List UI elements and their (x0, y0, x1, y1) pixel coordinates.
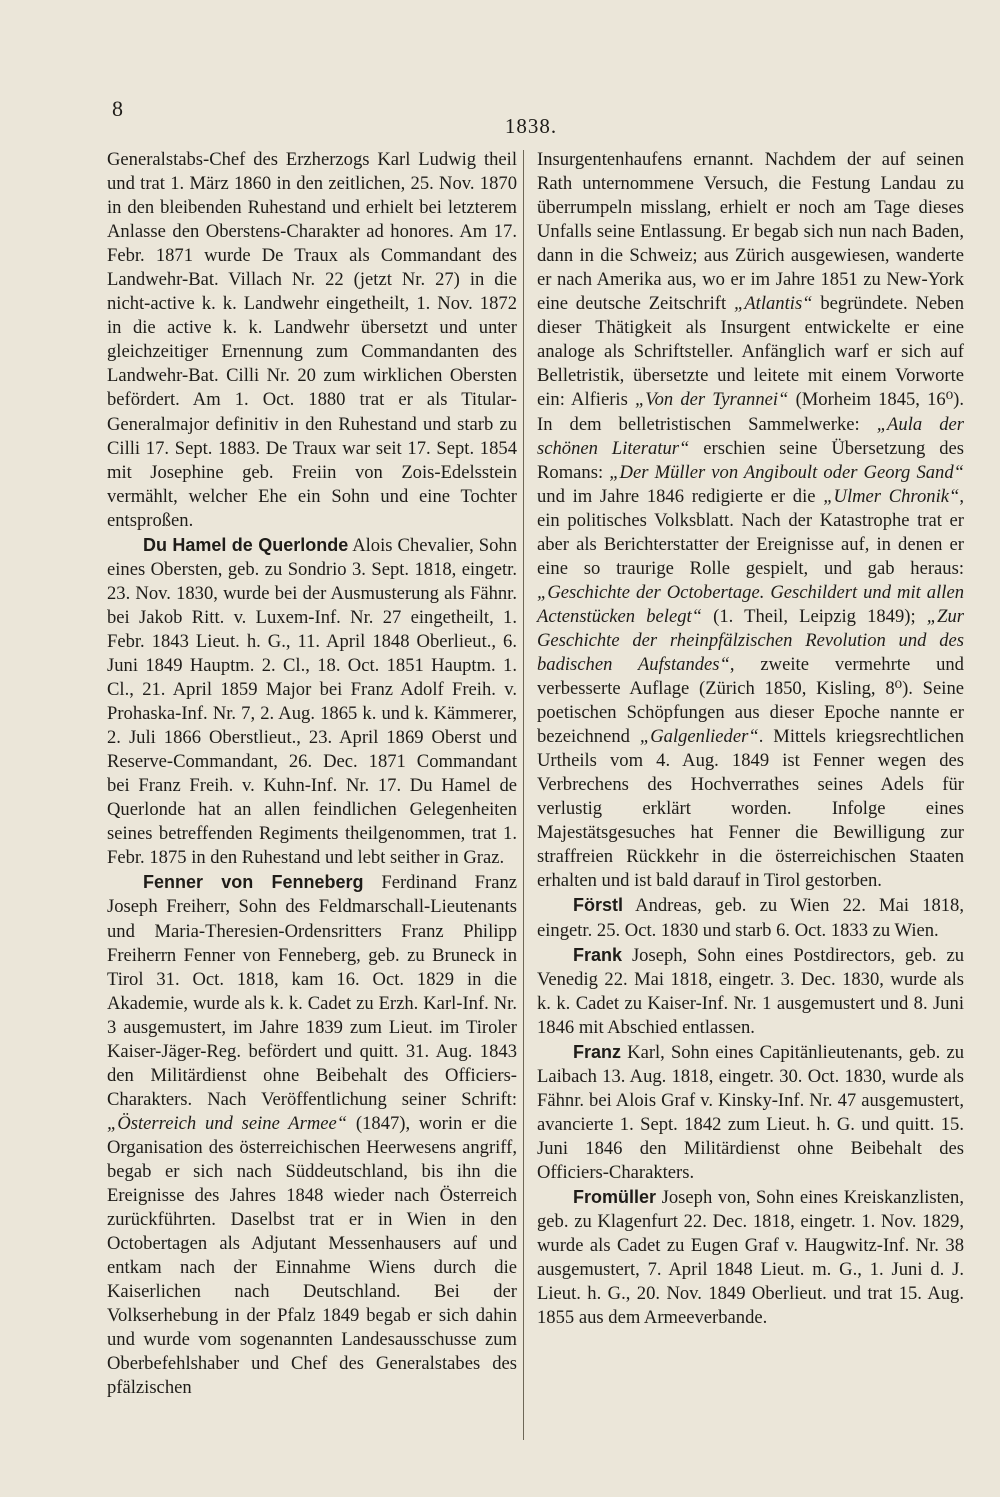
entry-frank (537, 943, 964, 1040)
entry-text: Insurgentenhaufens ernannt. Nachdem der auf seinen Rath unternommene Versuch, die Festung Landau zu überrumpeln misslang, erhielt er noch am Tage dieses Unfalls seine Entlassung. Er begab sich nun nach Baden, dann in die Schweiz; aus Zürich ausgewiesen, wanderte er nach Amerika aus, wo er im Jahre 1851 zu New-York eine deutsche Zeitschrift (537, 149, 964, 315)
publication-title: „Galgenlieder“ (639, 726, 759, 748)
publication-title: „Der Müller von Angiboult oder Georg Sand“ (609, 461, 964, 483)
entry-name: Fromüller (573, 1187, 657, 1208)
entry-name: Franz (573, 1041, 622, 1062)
entry-text: begründete. Neben dieser Thätigkeit als Insurgent entwickelte er eine analoge als Schriftsteller. Anfänglich warf er sich auf Belletristik, übersetzte und leitete mit einem Vorworte ein: Alfieris (537, 293, 964, 411)
column-divider (523, 150, 524, 1440)
publication-title: „Ulmer Chronik“ (823, 485, 960, 507)
entry-fromueller (537, 1185, 964, 1330)
book-title: „Österreich und seine Armee“ (107, 1112, 348, 1134)
entry-text: und im Jahre 1846 redigierte er die (537, 485, 824, 507)
entry-text: Alois Chevalier, Sohn eines Obersten, geb. zu Sondrio 3. Sept. 1818, eingetr. 23. Nov. 1830, wurde bei der Ausmusterung als Fähnr. bei Jakob Ritt. v. Luxem-Inf. Nr. 27 eingetheilt, 1. Febr. 1843 Lieut. h. G., 11. April 1848 Oberlieut., 6. Juni 1849 Hauptm. 2. Cl., 18. Oct. 1851 Hauptm. 1. Cl., 21. April 1859 Major bei Franz Adolf Freih. v. Prohaska-Inf. Nr. 7, 2. Aug. 1865 k. und k. Kämmerer, 2. Juli 1866 Oberstlieut., 23. April 1869 Oberst und Reserve-Commandant, 26. Dec. 1871 Commandant bei Franz Freih. v. Kuhn-Inf. Nr. 17. Du Hamel de Querlonde hat an allen feindlichen Gelegenheiten seines betreffenden Regiments theilgenommen, trat 1. Febr. 1875 in den Ruhestand und lebt seither in Graz. (107, 534, 517, 869)
entry-text: (Morheim 1845, 16⁰). In dem belletristischen Sammelwerke: (537, 389, 964, 435)
publication-title: „Von der Tyrannei“ (634, 389, 789, 411)
right-column (537, 148, 964, 1330)
fenner-continuation (537, 148, 964, 893)
entry-fenner (107, 870, 517, 1400)
entry-name: Du Hamel de Querlonde (143, 534, 349, 555)
entry-text: Ferdinand Franz Joseph Freiherr, Sohn des Feldmarschall-Lieutenants und Maria-Theresien-Ordensritters Franz Philipp Freiherrn Fenner von Fenneberg, geb. zu Bruneck in Tirol 31. Oct. 1818, kam 16. Oct. 1829 in die Akademie, wurde als k. k. Cadet zu Erzh. Karl-Inf. Nr. 3 ausgemustert, im Jahre 1839 zum Lieut. im Tiroler Kaiser-Jäger-Reg. befördert und quitt. 31. Aug. 1843 den Militärdienst ohne Beibehalt des Officiers-Charakters. Nach Veröffentlichung seiner Schrift: (107, 872, 517, 1110)
entry-text: erschien seine Übersetzung des Romans: (537, 437, 965, 483)
entry-text: , ein politisches Volksblatt. Nach der Katastrophe trat er aber als Berichterstatter der Ereignisse auf, in denen er eine so traurige Rolle gespielt, und gab heraus: (537, 485, 964, 579)
entry-text: Andreas, geb. zu Wien 22. Mai 1818, eingetr. 25. Oct. 1830 und starb 6. Oct. 1833 zu Wien. (537, 895, 964, 941)
entry-du-hamel (107, 533, 517, 871)
left-column (107, 148, 517, 1400)
entry-text: (1. Theil, Leipzig 1849); (702, 605, 927, 627)
entry-foerstl (537, 893, 964, 942)
continued-entry-text: Generalstabs-Chef des Erzherzogs Karl Ludwig theil und trat 1. März 1860 in den zeitlichen, 25. Nov. 1870 in den bleibenden Ruhestand und erhielt bei letzterem Anlasse den Oberstens-Charakter ad honores. Am 17. Febr. 1871 wurde De Traux als Commandant des Landwehr-Bat. Villach Nr. 22 (jetzt Nr. 27) in die nicht-active k. k. Landwehr eingetheilt, 1. Nov. 1872 in die active k. k. Landwehr übersetzt und unter gleichzeitiger Ernennung zum Commandanten des Landwehr-Bat. Cilli Nr. 20 zum wirklichen Obersten befördert. Am 1. Oct. 1880 trat er als Titular-Generalmajor definitiv in den Ruhestand und starb zu Cilli 17. Sept. 1883. De Traux war seit 17. Sept. 1854 mit Josephine geb. Freiin von Zois-Edelsstein vermählt, welcher Ehe ein Sohn und eine Tochter entsproßen. (107, 149, 517, 531)
entry-name: Förstl (573, 895, 624, 916)
entry-name: Frank (573, 944, 623, 965)
publication-title: „Geschichte der Octobertage. Geschildert und mit allen Actenstücken belegt“ (537, 581, 964, 627)
publication-title: „Zur Geschichte der rheinpfälzischen Revolution und des badischen Aufstandes“ (537, 605, 964, 675)
entry-text: . Mittels kriegsrechtlichen Urtheils vom 4. Aug. 1849 ist Fenner wegen des Verbrechens des Hochverrathes seines Adels für verlustig erklärt worden. Infolge eines Majestätsgesuches hat Fenner die Bewilligung zur straffreien Rückkehr in die österreichischen Staaten erhalten und ist bald darauf in Tirol gestorben. (537, 726, 964, 892)
entry-text: Karl, Sohn eines Capitänlieutenants, geb. zu Laibach 13. Aug. 1818, eingetr. 30. Oct. 1830, wurde als Fähnr. bei Alois Graf v. Kinsky-Inf. Nr. 47 ausgemustert, avancierte 1. Sept. 1842 zum Lieut. h. G. und quitt. 15. Juni 1846 den Militärdienst ohne Beibehalt des Officiers-Charakters. (537, 1041, 964, 1183)
publication-title: „Aula der schönen Literatur“ (537, 413, 964, 459)
year-header: 1838. (504, 114, 558, 138)
entry-text: , zweite vermehrte und verbesserte Auflage (Zürich 1850, Kisling, 8⁰). Seine poetischen Schöpfungen aus dieser Epoche nannte er bezeichnend (537, 653, 964, 748)
entry-text: (1847), worin er die Organisation des österreichischen Heerwesens angriff, begab er sich nach Süddeutschland, bis ihn die Ereignisse des Jahres 1848 wieder nach Österreich zurückführten. Daselbst trat er in Wien in den Octobertagen als Adjutant Messenhausers auf und entkam nach der Einnahme Wiens durch die Kaiserlichen nach Deutschland. Bei der Volkserhebung in der Pfalz 1849 begab er sich dahin und wurde vom sogenannten Landesausschusse zum Oberbefehlshaber und Chef des Generalstabes des pfälzischen (107, 1112, 518, 1399)
page-number: 8 (112, 96, 123, 121)
entry-franz (537, 1040, 964, 1185)
entry-text: Joseph von, Sohn eines Kreiskanzlisten, geb. zu Klagenfurt 22. Dec. 1818, eingetr. 1. Nov. 1829, wurde als Cadet zu Eugen Graf v. Haugwitz-Inf. Nr. 38 ausgemustert, 7. April 1848 Lieut. m. G., 1. Juni d. J. Lieut. h. G., 20. Nov. 1849 Oberlieut. und trat 15. Aug. 1855 aus dem Armeeverbande. (537, 1187, 964, 1329)
entry-text: Joseph, Sohn eines Postdirectors, geb. zu Venedig 22. Mai 1818, eingetr. 3. Dec. 1830, wurde als k. k. Cadet zu Kaiser-Inf. Nr. 1 ausgemustert und 8. Juni 1846 mit Abschied entlassen. (537, 944, 964, 1038)
entry-name: Fenner von Fenneberg (143, 872, 364, 893)
publication-title: „Atlantis“ (733, 293, 813, 315)
